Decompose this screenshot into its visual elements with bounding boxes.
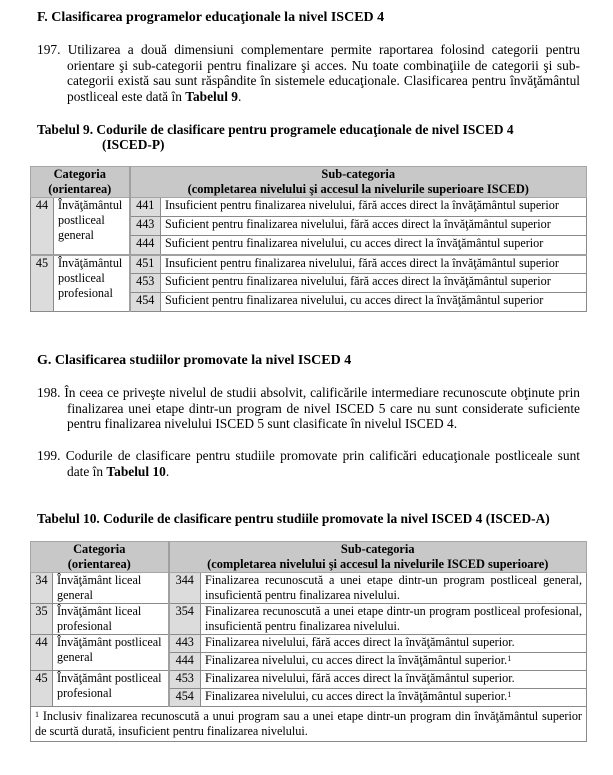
subcategory-code: 441 — [130, 198, 161, 217]
category-label: Învăţământ liceal general — [53, 573, 169, 604]
table-footnote-row — [31, 707, 587, 742]
table-footnote — [31, 707, 587, 742]
subcategory-code: 443 — [169, 635, 201, 653]
category-code: 35 — [31, 604, 53, 635]
subcategory-text: Suficient pentru finalizarea nivelului, cu acces direct la învăţământul superior — [161, 236, 587, 255]
subcategory-header-sub: (completarea nivelului şi accesul la nivelurile ISCED superioare) — [207, 557, 549, 571]
table-row — [31, 198, 587, 217]
table-row — [31, 255, 587, 274]
subcategory-code: 354 — [169, 604, 201, 635]
table-row — [31, 573, 587, 604]
table-row — [31, 635, 587, 653]
table-reference: Tabelul 10 — [106, 463, 166, 479]
paragraph-end: . — [237, 88, 242, 104]
subcategory-text: Finalizarea nivelului, fără acces direct la învăţământul superior. — [201, 635, 587, 653]
subcategory-text: Finalizarea recunoscută a unei etape dintr-un program postliceal general, insuficientă pentru finalizarea nivelului. — [201, 573, 587, 604]
table-reference: Tabelul 9 — [185, 88, 238, 104]
category-header-sub: (orientarea) — [48, 182, 112, 196]
subcategory-text: Suficient pentru finalizarea nivelului, fără acces direct la învăţământul superior — [161, 274, 587, 293]
subcategory-text: Insuficient pentru finalizarea nivelului, fără acces direct la învăţământul superior — [161, 255, 587, 274]
paragraph-number: 199. — [37, 448, 61, 463]
subcategory-header-sub: (completarea nivelului şi accesul la nivelurile superioare ISCED) — [187, 182, 529, 196]
subcategory-text — [201, 689, 587, 707]
category-code: 45 — [31, 671, 53, 707]
subcategory-code: 454 — [130, 293, 161, 312]
paragraph-text: Utilizarea a două dimensiuni complementare permite raportarea folosind categorii pentru orientare şi sub-categorii pentru finalizare şi acces. Nu toate combinaţiile de categorii şi sub-categorii există sau sunt răspândite în sistemele educaţionale. Clasificarea pentru învăţământul postliceal este dată în — [67, 42, 580, 104]
paragraph-text: Codurile de clasificare pentru studiile promovate prin calificări educaţionale postliceale sunt date în — [65, 448, 581, 479]
section-f-heading: F. Clasificarea programelor educaţionale la nivel ISCED 4 — [37, 10, 385, 25]
category-code: 44 — [31, 635, 53, 671]
table9 — [30, 166, 587, 312]
paragraph-end: . — [165, 463, 170, 479]
category-header-title: Categoria — [73, 542, 126, 556]
paragraph-198 — [37, 385, 580, 432]
footnote-marker: 1 — [507, 690, 512, 699]
category-label: Învăţământ liceal profesional — [53, 604, 169, 635]
table9-caption-line1: Tabelul 9. Codurile de clasificare pentru programele educaţionale de nivel ISCED 4 — [37, 122, 514, 137]
subcategory-code: 453 — [169, 671, 201, 689]
category-header-title: Categoria — [53, 167, 106, 181]
table10-header — [31, 542, 587, 573]
subcategory-text — [201, 653, 587, 671]
subcategory-text-content: Finalizarea nivelului, cu acces direct la învăţământul superior. — [205, 689, 508, 703]
table10-caption: Tabelul 10. Codurile de clasificare pentru studiile promovate la nivel ISCED 4 (ISCED-A) — [37, 511, 550, 526]
table10 — [30, 541, 587, 742]
footnote-text: Inclusiv finalizarea recunoscută a unui program sau a unei etape dintr-un program din învăţământul superior de scurtă durată, insuficient pentru finalizarea nivelului. — [35, 709, 582, 738]
category-code: 44 — [31, 198, 54, 255]
category-label: Învăţământ postliceal profesional — [53, 671, 169, 707]
table9-caption-line2: (ISCED-P) — [102, 137, 165, 152]
subcategory-code: 444 — [130, 236, 161, 255]
subcategory-text: Finalizarea recunoscută a unei etape dintr-un program postliceal profesional, insuficientă pentru finalizarea nivelului. — [201, 604, 587, 635]
category-code: 45 — [31, 255, 54, 312]
paragraph-text: În ceea ce priveşte nivelul de studii absolvit, calificările intermediare recunoscute obţinute prin finalizarea unei etape dintr-un program de nivel ISCED 5 care nu sunt considerate suficiente pentru finalizarea nivelului ISCED 5 sunt clasificate în nivelul ISCED 4. — [64, 385, 580, 432]
footnote-marker: 1 — [507, 654, 512, 663]
footnote-marker: 1 — [35, 710, 39, 719]
section-g-heading: G. Clasificarea studiilor promovate la nivel ISCED 4 — [37, 353, 352, 368]
subcategory-header-title: Sub-categoria — [340, 542, 415, 556]
category-code: 34 — [31, 573, 53, 604]
paragraph-number: 197. — [37, 42, 61, 57]
category-header-sub: (orientarea) — [67, 557, 131, 571]
subcategory-header-title: Sub-categoria — [321, 167, 396, 181]
subcategory-header — [169, 542, 587, 573]
category-label: Învăţământul postliceal profesional — [54, 255, 130, 312]
subcategory-code: 444 — [169, 653, 201, 671]
table9-header — [31, 167, 587, 198]
subcategory-code: 344 — [169, 573, 201, 604]
subcategory-text-content: Finalizarea nivelului, cu acces direct la învăţământul superior. — [205, 653, 508, 667]
subcategory-code: 443 — [130, 217, 161, 236]
subcategory-code: 451 — [130, 255, 161, 274]
table-row — [31, 671, 587, 689]
paragraph-197 — [37, 42, 580, 104]
subcategory-code: 453 — [130, 274, 161, 293]
table9-caption — [37, 122, 514, 152]
subcategory-text: Suficient pentru finalizarea nivelului, cu acces direct la învăţământul superior — [161, 293, 587, 312]
category-label: Învăţământ postliceal general — [53, 635, 169, 671]
subcategory-text: Finalizarea nivelului, fără acces direct la învăţământul superior. — [201, 671, 587, 689]
subcategory-code: 454 — [169, 689, 201, 707]
subcategory-header — [130, 167, 587, 198]
category-header — [31, 542, 169, 573]
paragraph-199 — [37, 448, 580, 479]
category-label: Învăţământul postliceal general — [54, 198, 130, 255]
subcategory-text: Insuficient pentru finalizarea nivelului, fără acces direct la învăţământul superior — [161, 198, 587, 217]
table-row — [31, 604, 587, 635]
subcategory-text: Suficient pentru finalizarea nivelului, fără acces direct la învăţământul superior — [161, 217, 587, 236]
category-header — [31, 167, 130, 198]
paragraph-number: 198. — [37, 385, 61, 400]
